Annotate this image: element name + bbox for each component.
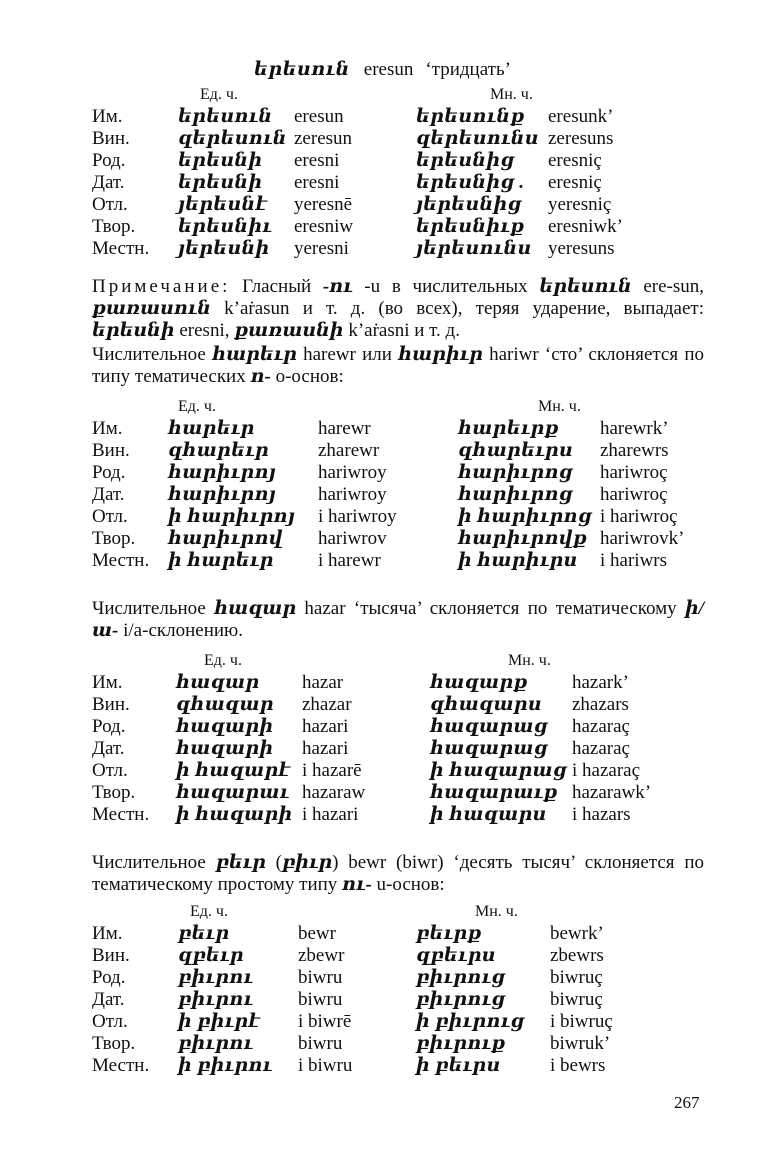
para-armenian: բիւր xyxy=(282,852,333,873)
table-row xyxy=(0,967,765,989)
plural-translit: biwruç xyxy=(550,989,603,1010)
table-row xyxy=(0,989,765,1011)
note-text: -u в числительных xyxy=(352,276,540,297)
singular-armenian: զհարեւր xyxy=(168,440,269,461)
singular-translit: biwru xyxy=(298,967,343,988)
case-label: Местн. xyxy=(92,1055,150,1076)
table-row xyxy=(0,782,765,804)
plural-translit: zhazars xyxy=(572,694,629,715)
plural-armenian: յերեսունս xyxy=(416,238,532,259)
paragraph-ten-thousand xyxy=(92,852,704,896)
note-text: k’aṙasni и т. д. xyxy=(343,320,460,341)
declension-table-ten-thousand xyxy=(0,903,765,1087)
singular-translit: i hazarē xyxy=(302,760,362,781)
table-row xyxy=(0,440,765,462)
singular-armenian: զհազար xyxy=(176,694,274,715)
plural-translit: i hariwrs xyxy=(600,550,668,571)
plural-translit: hazaraç xyxy=(572,716,630,737)
para-text: i/a-склонению. xyxy=(118,620,243,641)
para-text: u-основ: xyxy=(371,874,445,895)
table-row xyxy=(0,1055,765,1077)
table-row xyxy=(0,462,765,484)
plural-armenian: հազարք xyxy=(430,672,528,693)
plural-armenian: հազարաց xyxy=(430,738,548,759)
singular-translit: hazar xyxy=(302,672,344,693)
singular-armenian: յերեսնէ xyxy=(178,194,268,215)
singular-translit: zeresun xyxy=(294,128,353,149)
table-row xyxy=(0,418,765,440)
singular-translit: yeresni xyxy=(294,238,349,259)
plural-armenian: ի հազարս xyxy=(430,804,547,825)
singular-translit: i biwru xyxy=(298,1055,353,1076)
plural-armenian: բիւրուք xyxy=(416,1033,506,1054)
declension-table-thousand xyxy=(0,652,765,836)
singular-armenian: հազարի xyxy=(176,716,274,737)
para-armenian: ո- xyxy=(250,366,271,387)
case-label: Отл. xyxy=(92,194,128,215)
singular-translit: hariwrov xyxy=(318,528,387,549)
plural-armenian: ի բեւրս xyxy=(416,1055,501,1076)
singular-translit: eresni xyxy=(294,150,340,171)
declension-table-hundred xyxy=(0,398,765,582)
case-label: Дат. xyxy=(92,172,125,193)
singular-armenian: երեսնի xyxy=(178,172,263,193)
plural-translit: eresniç xyxy=(548,172,602,193)
singular-armenian: հարիւրոյ xyxy=(168,484,276,505)
plural-armenian: հարիւրոց xyxy=(458,462,573,483)
table-row xyxy=(0,528,765,550)
singular-translit: zharewr xyxy=(318,440,380,461)
plural-translit: hazaraç xyxy=(572,738,630,759)
note-text: k’aṙasun и т. д. (во всех), теряя ударение, выпадает: xyxy=(210,298,704,319)
plural-armenian: ի հարիւրս xyxy=(458,550,578,571)
plural-armenian: երեսնից . xyxy=(416,172,525,193)
plural-translit: eresniç xyxy=(548,150,602,171)
para-text: Числительное xyxy=(92,598,215,619)
singular-armenian: յերեսնի xyxy=(178,238,270,259)
plural-armenian: երեսունք xyxy=(416,106,525,127)
plural-translit: bewrk’ xyxy=(550,923,604,944)
para-armenian: բեւր xyxy=(215,852,266,873)
case-label: Им. xyxy=(92,418,123,439)
plural-translit: eresunk’ xyxy=(548,106,614,127)
plural-translit: hariwrovk’ xyxy=(600,528,685,549)
table-row xyxy=(0,506,765,528)
para-text: hariwr ‘сто’ склоняется по типу тематических xyxy=(92,344,704,387)
plural-armenian: ի հազարաց xyxy=(430,760,567,781)
case-label: Вин. xyxy=(92,945,130,966)
singular-armenian: երեսնիւ xyxy=(178,216,273,237)
table-row xyxy=(0,923,765,945)
singular-armenian: հազարի xyxy=(176,738,274,759)
para-armenian: ու- xyxy=(342,874,372,895)
table-row xyxy=(0,760,765,782)
note-armenian: երեսուն xyxy=(539,276,632,297)
singular-translit: hariwroy xyxy=(318,462,387,483)
singular-header: Ед. ч. xyxy=(190,903,228,920)
table-row xyxy=(0,238,765,260)
plural-armenian: հարեւրք xyxy=(458,418,559,439)
case-label: Твор. xyxy=(92,1033,136,1054)
singular-header: Ед. ч. xyxy=(178,398,216,415)
page-number: 267 xyxy=(674,1093,700,1112)
paragraph-hundred xyxy=(92,344,704,388)
singular-translit: harewr xyxy=(318,418,371,439)
plural-armenian: զհարեւրս xyxy=(458,440,573,461)
para-armenian: ի/ա- xyxy=(92,598,704,641)
case-label: Вин. xyxy=(92,128,130,149)
plural-armenian: հարիւրոց xyxy=(458,484,573,505)
plural-translit: zharewrs xyxy=(600,440,669,461)
case-label: Вин. xyxy=(92,694,130,715)
note-text: Гласный xyxy=(230,276,323,297)
plural-header: Мн. ч. xyxy=(538,398,581,415)
singular-armenian: բիւրու xyxy=(178,967,254,988)
case-label: Вин. xyxy=(92,440,130,461)
plural-armenian: ի հարիւրոց xyxy=(458,506,592,527)
singular-translit: eresun xyxy=(294,106,344,127)
case-label: Дат. xyxy=(92,989,125,1010)
case-label: Род. xyxy=(92,462,126,483)
note-armenian: քառասուն xyxy=(92,298,211,319)
singular-armenian: հազար xyxy=(176,672,260,693)
singular-translit: zhazar xyxy=(302,694,352,715)
singular-translit: zbewr xyxy=(298,945,345,966)
plural-armenian: հարիւրովք xyxy=(458,528,588,549)
para-text: hazar ‘тысяча’ склоняется по тематическому xyxy=(296,598,685,619)
singular-translit: i hazari xyxy=(302,804,359,825)
singular-header: Ед. ч. xyxy=(200,86,238,103)
table-row xyxy=(0,804,765,826)
case-label: Твор. xyxy=(92,528,136,549)
plural-armenian: զբեւրս xyxy=(416,945,496,966)
case-label: Им. xyxy=(92,923,123,944)
table-row xyxy=(0,128,765,150)
singular-armenian: հարեւր xyxy=(168,418,255,439)
table-row xyxy=(0,150,765,172)
case-label: Местн. xyxy=(92,238,150,259)
case-label: Род. xyxy=(92,967,126,988)
singular-armenian: բիւրու xyxy=(178,989,254,1010)
singular-armenian: զբեւր xyxy=(178,945,244,966)
case-label: Дат. xyxy=(92,484,125,505)
plural-translit: yeresniç xyxy=(548,194,612,215)
note-label: Примечание: xyxy=(92,276,231,297)
plural-translit: biwruk’ xyxy=(550,1033,611,1054)
plural-translit: hariwroç xyxy=(600,462,668,483)
singular-armenian: հարիւրոյ xyxy=(168,462,276,483)
table-row xyxy=(0,106,765,128)
note-text: ere-sun, xyxy=(631,276,705,297)
heading-armenian: երեսուն xyxy=(254,59,350,80)
table-row xyxy=(0,672,765,694)
plural-armenian: յերեսնից xyxy=(416,194,522,215)
singular-translit: eresni xyxy=(294,172,340,193)
plural-translit: i bewrs xyxy=(550,1055,606,1076)
case-label: Дат. xyxy=(92,738,125,759)
plural-translit: i hazaraç xyxy=(572,760,641,781)
plural-armenian: հազարաց xyxy=(430,716,548,737)
case-label: Отл. xyxy=(92,760,128,781)
singular-armenian: ի հարեւր xyxy=(168,550,274,571)
note-armenian: -ու xyxy=(322,276,353,297)
singular-translit: i biwrē xyxy=(298,1011,352,1032)
table-row xyxy=(0,738,765,760)
case-label: Твор. xyxy=(92,216,136,237)
plural-translit: harewrk’ xyxy=(600,418,669,439)
plural-armenian: հազարաւք xyxy=(430,782,558,803)
singular-armenian: հազարաւ xyxy=(176,782,290,803)
plural-armenian: զերեսունս xyxy=(416,128,539,149)
singular-translit: i hariwroy xyxy=(318,506,397,527)
table-row xyxy=(0,1011,765,1033)
plural-header: Мн. ч. xyxy=(490,86,533,103)
plural-translit: hazarawk’ xyxy=(572,782,652,803)
singular-armenian: ի բիւրու xyxy=(178,1055,273,1076)
note-text: eresni, xyxy=(174,320,235,341)
case-label: Род. xyxy=(92,150,126,171)
para-armenian: հարիւր xyxy=(398,344,483,365)
para-armenian: հարեւր xyxy=(212,344,297,365)
singular-armenian: բիւրու xyxy=(178,1033,254,1054)
plural-armenian: ի բիւրուց xyxy=(416,1011,525,1032)
singular-translit: eresniw xyxy=(294,216,354,237)
singular-translit: hazaraw xyxy=(302,782,366,803)
declension-table-thirty xyxy=(0,86,765,270)
singular-translit: hazari xyxy=(302,716,349,737)
table-row xyxy=(0,172,765,194)
case-label: Местн. xyxy=(92,804,150,825)
singular-armenian: հարիւրով xyxy=(168,528,283,549)
case-label: Отл. xyxy=(92,1011,128,1032)
plural-translit: yeresuns xyxy=(548,238,615,259)
singular-translit: hazari xyxy=(302,738,349,759)
singular-translit: hariwroy xyxy=(318,484,387,505)
singular-armenian: երեսուն xyxy=(178,106,273,127)
plural-armenian: երեսնից xyxy=(416,150,515,171)
para-armenian: հազար xyxy=(214,598,297,619)
singular-translit: i harewr xyxy=(318,550,381,571)
case-label: Твор. xyxy=(92,782,136,803)
singular-armenian: երեսնի xyxy=(178,150,263,171)
note-paragraph xyxy=(92,276,704,342)
note-armenian: քառասնի xyxy=(234,320,344,341)
singular-armenian: բեւր xyxy=(178,923,230,944)
plural-armenian: բիւրուց xyxy=(416,989,506,1010)
para-text: Числительное xyxy=(92,344,213,365)
plural-translit: i hariwroç xyxy=(600,506,678,527)
para-text: ( xyxy=(265,852,282,873)
plural-armenian: զհազարս xyxy=(430,694,542,715)
table-row xyxy=(0,945,765,967)
plural-translit: eresniwk’ xyxy=(548,216,623,237)
plural-translit: zbewrs xyxy=(550,945,604,966)
plural-armenian: բիւրուց xyxy=(416,967,506,988)
singular-header: Ед. ч. xyxy=(204,652,242,669)
singular-translit: biwru xyxy=(298,1033,343,1054)
para-text: harewr или xyxy=(296,344,399,365)
singular-armenian: ի հարիւրոյ xyxy=(168,506,296,527)
plural-armenian: երեսնիւք xyxy=(416,216,525,237)
singular-translit: yeresnē xyxy=(294,194,353,215)
singular-translit: bewr xyxy=(298,923,336,944)
case-label: Отл. xyxy=(92,506,128,527)
plural-translit: i hazars xyxy=(572,804,631,825)
paragraph-thousand xyxy=(92,598,704,642)
case-label: Им. xyxy=(92,106,123,127)
para-text: o-основ: xyxy=(270,366,344,387)
section-heading xyxy=(0,58,765,81)
singular-translit: biwru xyxy=(298,989,343,1010)
table-row xyxy=(0,550,765,572)
note-armenian: երեսնի xyxy=(92,320,175,341)
table-row xyxy=(0,716,765,738)
plural-header: Мн. ч. xyxy=(508,652,551,669)
plural-header: Мн. ч. xyxy=(475,903,518,920)
case-label: Род. xyxy=(92,716,126,737)
para-text: Числительное xyxy=(92,852,216,873)
plural-translit: hariwroç xyxy=(600,484,668,505)
singular-armenian: ի հազարէ xyxy=(176,760,291,781)
plural-translit: i biwruç xyxy=(550,1011,613,1032)
plural-armenian: բեւրք xyxy=(416,923,482,944)
table-row xyxy=(0,1033,765,1055)
singular-armenian: զերեսուն xyxy=(178,128,287,149)
plural-translit: zeresuns xyxy=(548,128,614,149)
singular-armenian: ի բիւրէ xyxy=(178,1011,261,1032)
heading-translation: ‘тридцать’ xyxy=(425,59,511,80)
table-row xyxy=(0,694,765,716)
para-text: ) bewr (biwr) ‘десять тысяч’ склоняется по тематическому простому типу xyxy=(92,852,704,895)
table-row xyxy=(0,194,765,216)
plural-translit: biwruç xyxy=(550,967,603,988)
table-row xyxy=(0,216,765,238)
plural-translit: hazark’ xyxy=(572,672,629,693)
singular-armenian: ի հազարի xyxy=(176,804,293,825)
table-row xyxy=(0,484,765,506)
heading-translit: eresun xyxy=(363,59,414,80)
case-label: Им. xyxy=(92,672,123,693)
case-label: Местн. xyxy=(92,550,150,571)
